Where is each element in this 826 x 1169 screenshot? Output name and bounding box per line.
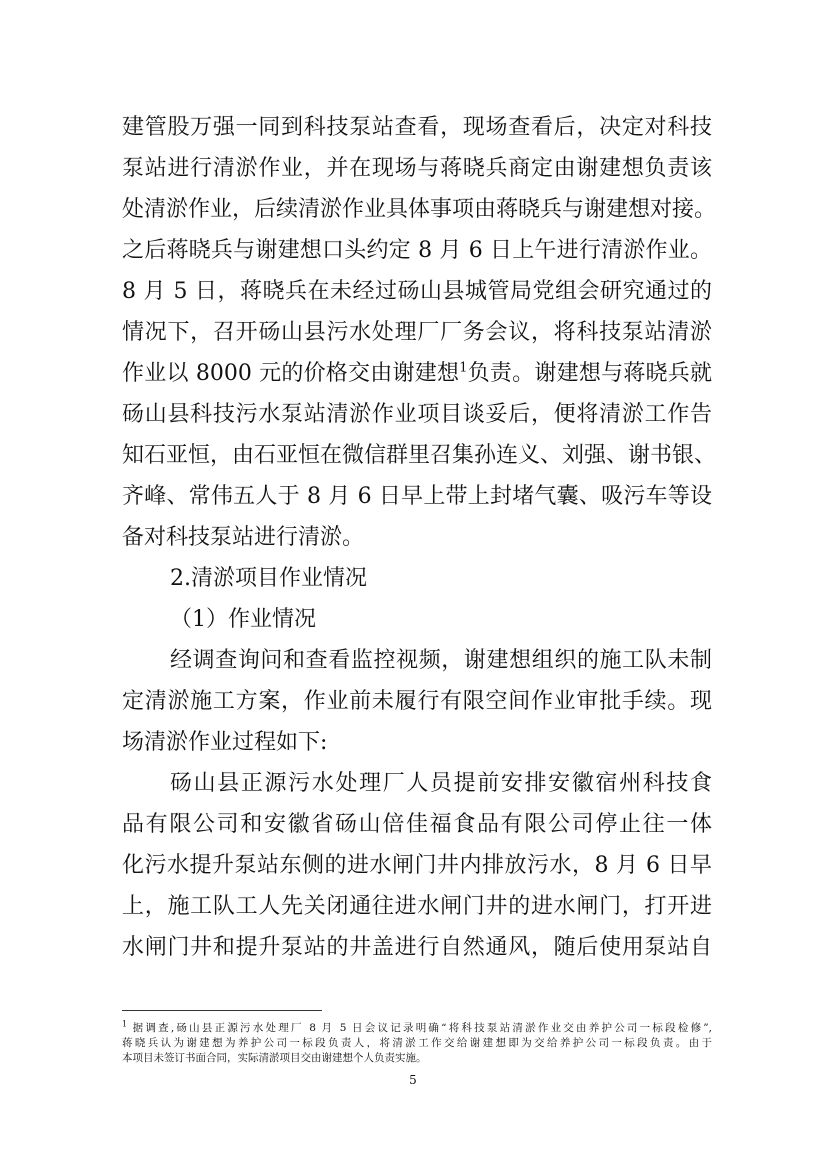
body-line: 泵站进行清淤作业，并在现场与蒋晓兵商定由谢建想负责该 [122,156,712,181]
body-line: 之后蒋晓兵与谢建想口头约定 8 月 6 日上午进行清淤作业。 [122,238,712,263]
body-line: 备对科技泵站进行清淤。 [122,525,365,550]
body-line: 齐峰、常伟五人于 8 月 6 日早上带上封堵气囊、吸污车等设 [122,484,712,509]
footnote-line [122,1021,712,1035]
body-line: 上，施工队工人先关闭通往进水闸门井的进水闸门，打开进 [122,894,712,919]
body-line-with-footnote [122,359,712,389]
body-line: 砀山县科技污水泵站清淤作业项目谈妥后，便将清淤工作告 [122,402,712,427]
body-line: 情况下，召开砀山县污水处理厂厂务会议，将科技泵站清淤 [122,320,712,345]
body-line: 砀山县正源污水处理厂人员提前安排安徽宿州科技食 [170,771,712,796]
page-number: 5 [409,1073,417,1087]
body-line: 化污水提升泵站东侧的进水闸门井内排放污水，8 月 6 日早 [122,853,712,878]
footnote-text: 据调查,砀山县正源污水处理厂 8 月 5 日会议记录明确“将科技泵站清淤作业交由养护公司一标段检修”, [132,1022,713,1034]
body-line: 处清淤作业，后续清淤作业具体事项由蒋晓兵与谢建想对接。 [122,197,717,222]
footnote-marker: 1 [122,1019,128,1029]
footnote-divider [122,1010,322,1011]
body-line: 品有限公司和安徽省砀山倍佳福食品有限公司停止往一体 [122,812,712,837]
footnote-reference[interactable]: 1 [459,360,468,376]
body-line: 建管股万强一同到科技泵站查看，现场查看后，决定对科技 [122,115,712,140]
subsection-heading: （1）作业情况 [170,607,316,632]
footnote-line: 本项目未签订书面合同，实际清淤项目交由谢建想个人负责实施。 [122,1052,427,1064]
body-line-part: 作业以 8000 元的价格交由谢建想 [122,361,460,386]
body-line: 8 月 5 日，蒋晓兵在未经过砀山县城管局党组会研究通过的 [122,279,712,304]
body-line: 定清淤施工方案，作业前未履行有限空间作业审批手续。现 [122,689,712,714]
section-heading: 2.清淤项目作业情况 [170,566,367,591]
footnote-line: 蒋晓兵认为谢建想为养护公司一标段负责人，将清淤工作交给谢建想即为交给养护公司一标段负责。由于 [122,1037,712,1049]
body-line: 知石亚恒，由石亚恒在微信群里召集孙连义、刘强、谢书银、 [122,443,717,468]
body-line: 水闸门井和提升泵站的井盖进行自然通风，随后使用泵站自 [122,935,712,960]
body-line: 场清淤作业过程如下: [122,730,328,755]
body-line-part: 负责。谢建想与蒋晓兵就 [467,361,712,386]
body-line: 经调查询问和查看监控视频，谢建想组织的施工队未制 [170,648,712,673]
